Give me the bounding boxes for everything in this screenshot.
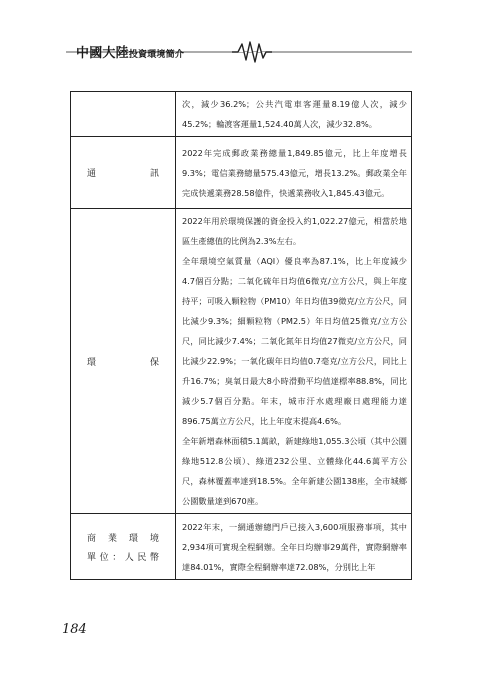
header-heartbeat-line-icon (0, 30, 480, 70)
category-cell (71, 209, 176, 514)
category-char: 境 (149, 533, 159, 544)
category-char: 業 (107, 533, 117, 544)
category-char: 保 (149, 357, 159, 368)
table-row (71, 514, 412, 580)
category-char: 環 (87, 357, 97, 368)
category-cell (71, 92, 176, 137)
page-header (0, 30, 480, 70)
category-char: 訊 (149, 169, 159, 179)
category-char: 單 (87, 552, 97, 563)
category-label (87, 550, 159, 563)
category-char: 商 (87, 533, 97, 544)
header-title-main: 中國大陸 (76, 46, 129, 61)
header-title (76, 42, 184, 61)
content-paragraph: 全年環境空氣質量（AQI）優良率為87.1%，比上年度減少4.7個百分點；二氧化硫年日均值6微克/立方公尺，與上年度持平；可吸入顆粒物（PM10）年日均值39微克/立方公尺，同比減少9.3%；細顆粒物（PM2.5）年日均值25微克/立方公尺，同比減少7.4%；二氧化氮年日均值27微克/立方公尺，同比減少22.9%；一氧化碳年日均值0.7毫克/立方公尺，同比上升16.7%；臭氧日最大8小時滑動平均值達標率88.8%，同比減少5.7個百分點。年末，城市汙水處理廠日處理能力達896.75萬立方公尺，比上年度末提高4.6%。 (182, 256, 407, 426)
content-paragraph: 2022年末，一網通辦總門戶已接入3,600項服務事項，其中2,934項可實現全程網辦。全年日均辦事29萬件，實際網辦率達84.01%，實際全程網辦率達72.08%，分別比上年 (182, 521, 407, 572)
category-char: 位 (99, 552, 109, 563)
content-paragraph: 2022年完成郵政業務總量1,849.85億元，比上年度增長9.3%；電信業務總量575.43億元，增長13.2%。郵政業全年完成快遞業務28.58億件，快遞業務收入1,845.43億元。 (182, 147, 407, 198)
content-cell (176, 92, 412, 137)
category-char: 幣 (149, 552, 159, 563)
content-paragraph: 全年新增森林面積5.1萬畝，新建綠地1,055.3公頃（其中公園綠地512.8公頃）、綠道232公里、立體綠化44.6萬平方公尺，森林覆蓋率達到18.5%。全年新建公園138座，全市城鄉公園數量達到670座。 (182, 436, 407, 506)
content-paragraph: 2022年用於環境保護的資金投入約1,022.27億元，相當於地區生產總值的比例為2.3%左右。 (182, 216, 407, 246)
category-label (87, 531, 159, 544)
category-char: 通 (87, 169, 97, 179)
category-cell (71, 514, 176, 580)
table-row (71, 92, 412, 137)
category-label (87, 355, 159, 368)
category-cell (71, 137, 176, 209)
table-row (71, 209, 412, 514)
category-label (87, 166, 159, 179)
statistics-table (70, 91, 412, 580)
content-cell (176, 209, 412, 514)
header-title-sub: 投資環境簡介 (128, 50, 185, 60)
table-row (71, 137, 412, 209)
statistics-table-body (71, 92, 412, 580)
category-char: 環 (128, 533, 138, 544)
category-char: ： (112, 552, 122, 563)
content-cell (176, 514, 412, 580)
content-cell (176, 137, 412, 209)
content-paragraph: 次，減少36.2%；公共汽電車客運量8.19億人次，減少45.2%；輪渡客運量1,524.40萬人次，減少32.8%。 (182, 99, 407, 129)
category-char: 民 (137, 552, 147, 563)
category-char: 人 (124, 552, 134, 563)
page-number: 184 (62, 622, 87, 637)
